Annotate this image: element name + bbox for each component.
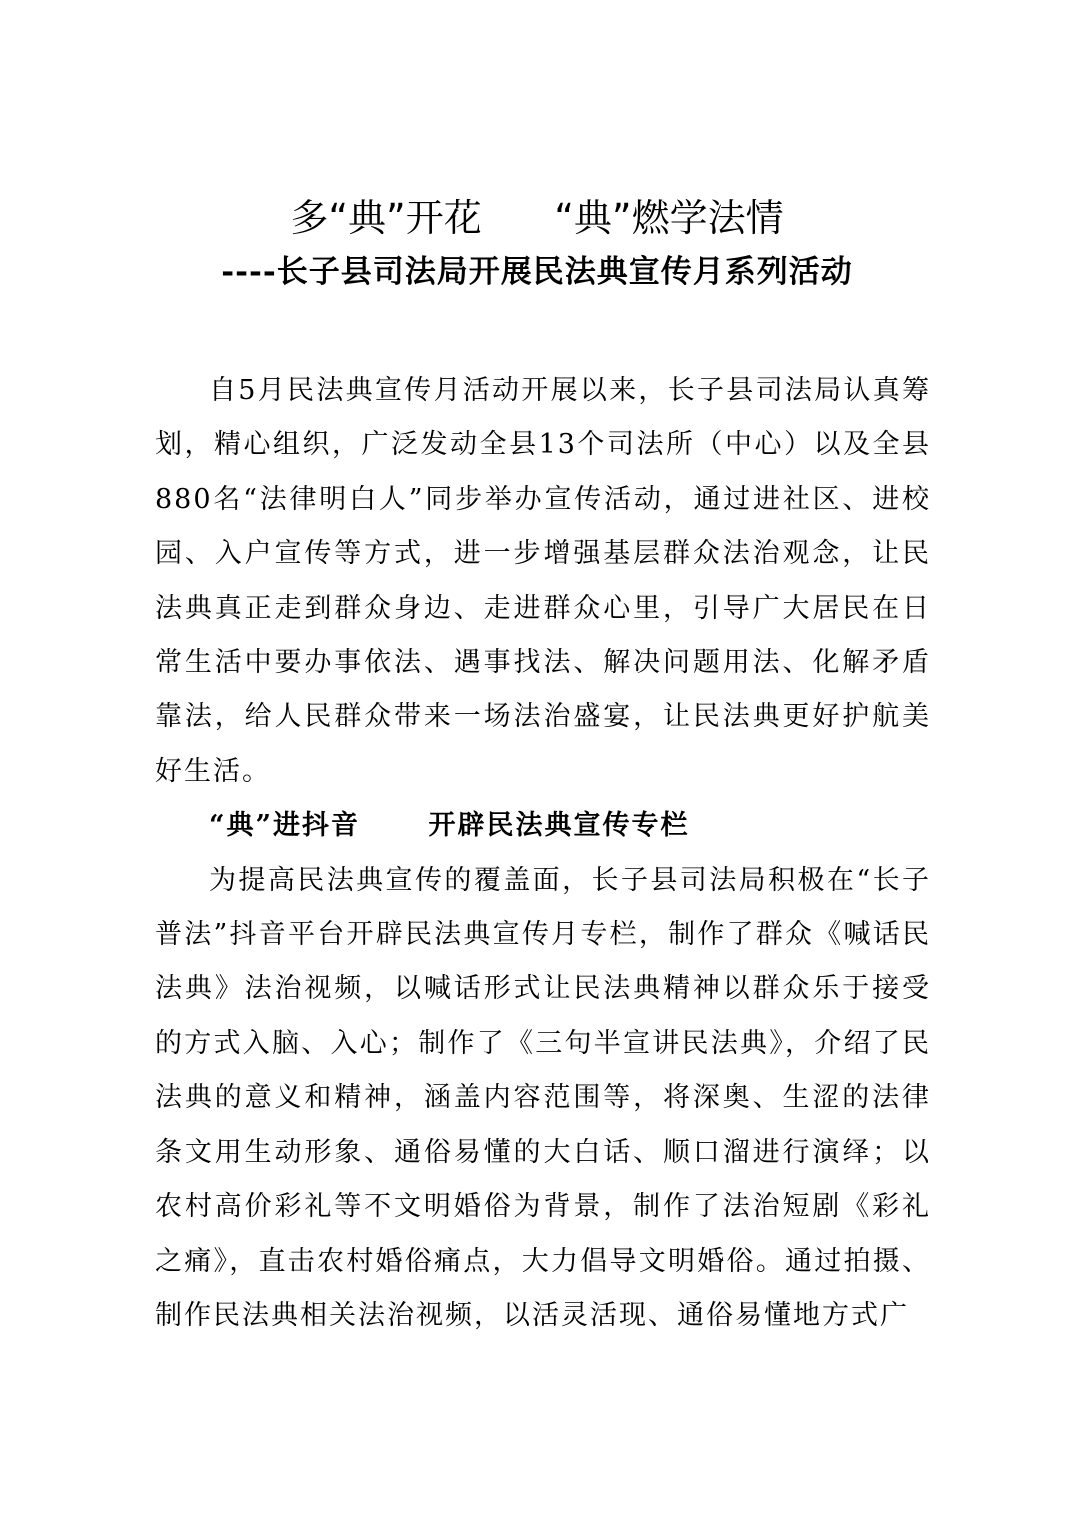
document-subtitle: ----长子县司法局开展民法典宣传月系列活动	[221, 254, 853, 290]
section-paragraph: 为提高民法典宣传的覆盖面，长子县司法局积极在“长子普法”抖音平台开辟民法典宣传月专栏，制作了群众《喊话民法典》法治视频，以喊话形式让民法典精神以群众乐于接受的方式入脑、入心；制作了《三句半宣讲民法典》，介绍了民法典的意义和精神，涵盖内容范围等，将深奥、生涩的法律条文用生动形象、通俗易懂的大白话、顺口溜进行演绎；以农村高价彩礼等不文明婚俗为背景，制作了法治短剧《彩礼之痛》，直击农村婚俗痛点，大力倡导文明婚俗。通过拍摄、制作民法典相关法治视频，以活灵活现、通俗易懂地方式广	[155, 864, 931, 1331]
intro-paragraph: 自5月民法典宣传月活动开展以来，长子县司法局认真筹划，精心组织，广泛发动全县13个司法所（中心）以及全县880名“法律明白人”同步举办宣传活动，通过进社区、进校园、入户宣传等方式，进一步增强基层群众法治观念，让民法典真正走到群众身边、走进群众心里，引导广大居民在日常生活中要办事依法、遇事找法、解决问题用法、化解矛盾靠法，给人民群众带来一场法治盛宴，让民法典更好护航美好生活。	[155, 375, 931, 787]
document-title: 多“典”开花 “典”燃学法情	[290, 196, 784, 240]
document-body	[155, 364, 931, 1343]
section-heading: “典”进抖音 开辟民法典宣传专栏	[209, 810, 690, 842]
